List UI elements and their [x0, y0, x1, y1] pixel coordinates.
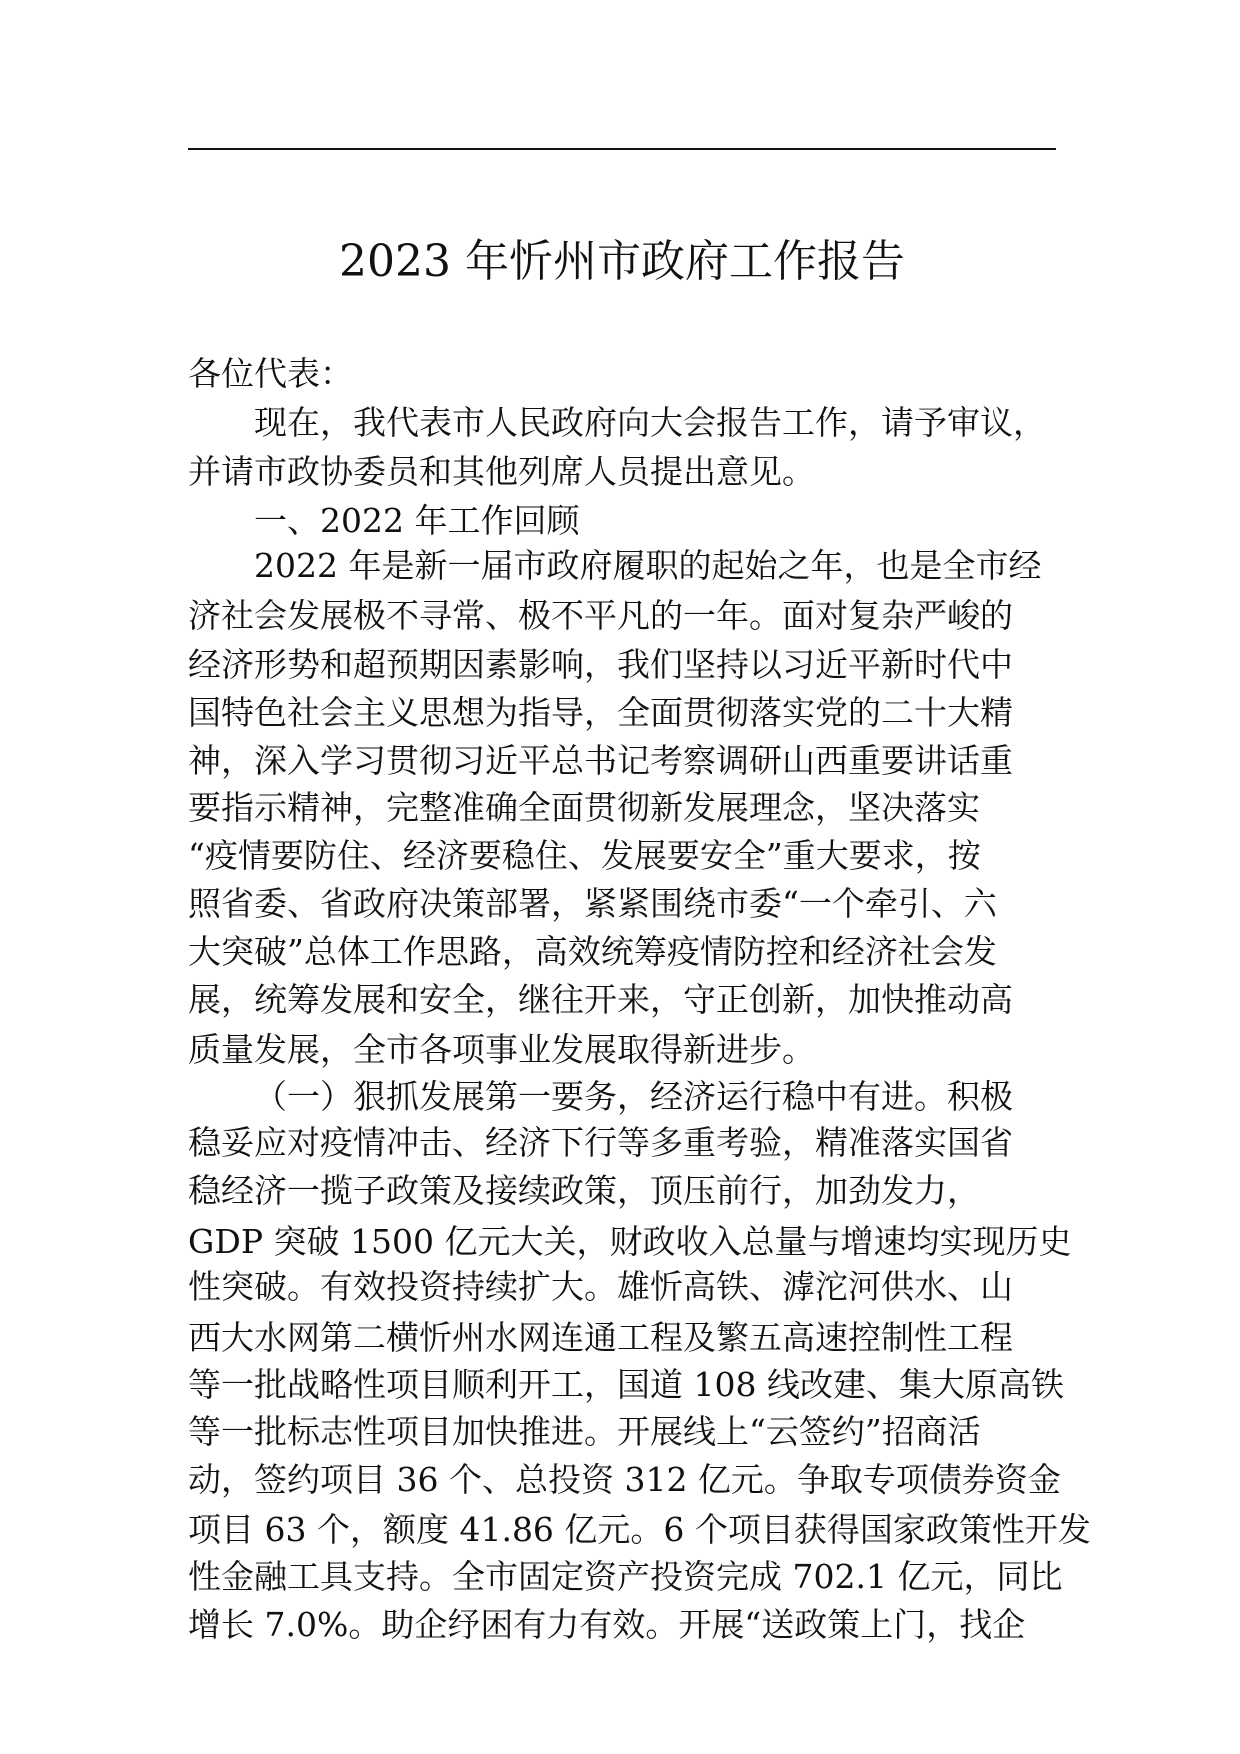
text-line: 展，统筹发展和安全，继往开来，守正创新，加快推动高 [188, 980, 1013, 1019]
text-line: 国特色社会主义思想为指导，全面贯彻落实党的二十大精 [188, 693, 1013, 732]
text-line: （一）狠抓发展第一要务，经济运行稳中有进。积极 [254, 1077, 1013, 1116]
text-line: 动，签约项目 36 个、总投资 312 亿元。争取专项债券资金 [188, 1460, 1061, 1499]
text-line: 2022 年是新一届市政府履职的起始之年，也是全市经 [254, 546, 1042, 585]
text-line: 稳经济一揽子政策及接续政策，顶压前行，加劲发力， [188, 1171, 980, 1210]
text-line: 照省委、省政府决策部署，紧紧围绕市委“一个牵引、六 [188, 884, 997, 923]
text-line: 要指示精神，完整准确全面贯彻新发展理念，坚决落实 [188, 788, 980, 827]
text-line: 性金融工具支持。全市固定资产投资完成 702.1 亿元，同比 [188, 1557, 1063, 1596]
text-line: 项目 63 个，额度 41.86 亿元。6 个项目获得国家政策性开发 [188, 1510, 1091, 1549]
text-line: 并请市政协委员和其他列席人员提出意见。 [188, 452, 815, 491]
text-line: 质量发展，全市各项事业发展取得新进步。 [188, 1030, 815, 1069]
text-line: 增长 7.0%。助企纾困有力有效。开展“送政策上门，找企 [188, 1605, 1026, 1644]
text-line: 济社会发展极不寻常、极不平凡的一年。面对复杂严峻的 [188, 596, 1013, 635]
header-rule [188, 148, 1056, 150]
text-line: 性突破。有效投资持续扩大。雄忻高铁、滹沱河供水、山 [188, 1267, 1013, 1306]
text-line: 神，深入学习贯彻习近平总书记考察调研山西重要讲话重 [188, 741, 1013, 780]
text-line: 西大水网第二横忻州水网连通工程及繁五高速控制性工程 [188, 1318, 1013, 1357]
text-line: 大突破”总体工作思路，高效统筹疫情防控和经济社会发 [188, 932, 997, 971]
salutation: 各位代表： [188, 354, 353, 393]
text-line: GDP 突破 1500 亿元大关，财政收入总量与增速均实现历史 [188, 1222, 1072, 1261]
text-line: 等一批标志性项目加快推进。开展线上“云签约”招商活 [188, 1412, 981, 1451]
text-line: 稳妥应对疫情冲击、经济下行等多重考验，精准落实国省 [188, 1123, 1013, 1162]
section-heading: 一、2022 年工作回顾 [254, 501, 580, 540]
text-line: 经济形势和超预期因素影响，我们坚持以习近平新时代中 [188, 645, 1013, 684]
text-line: 现在，我代表市人民政府向大会报告工作，请予审议， [254, 403, 1046, 442]
text-line: 等一批战略性项目顺利开工，国道 108 线改建、集大原高铁 [188, 1365, 1064, 1404]
text-line: “疫情要防住、经济要稳住、发展要安全”重大要求，按 [188, 836, 981, 875]
document-title: 2023 年忻州市政府工作报告 [339, 236, 905, 287]
